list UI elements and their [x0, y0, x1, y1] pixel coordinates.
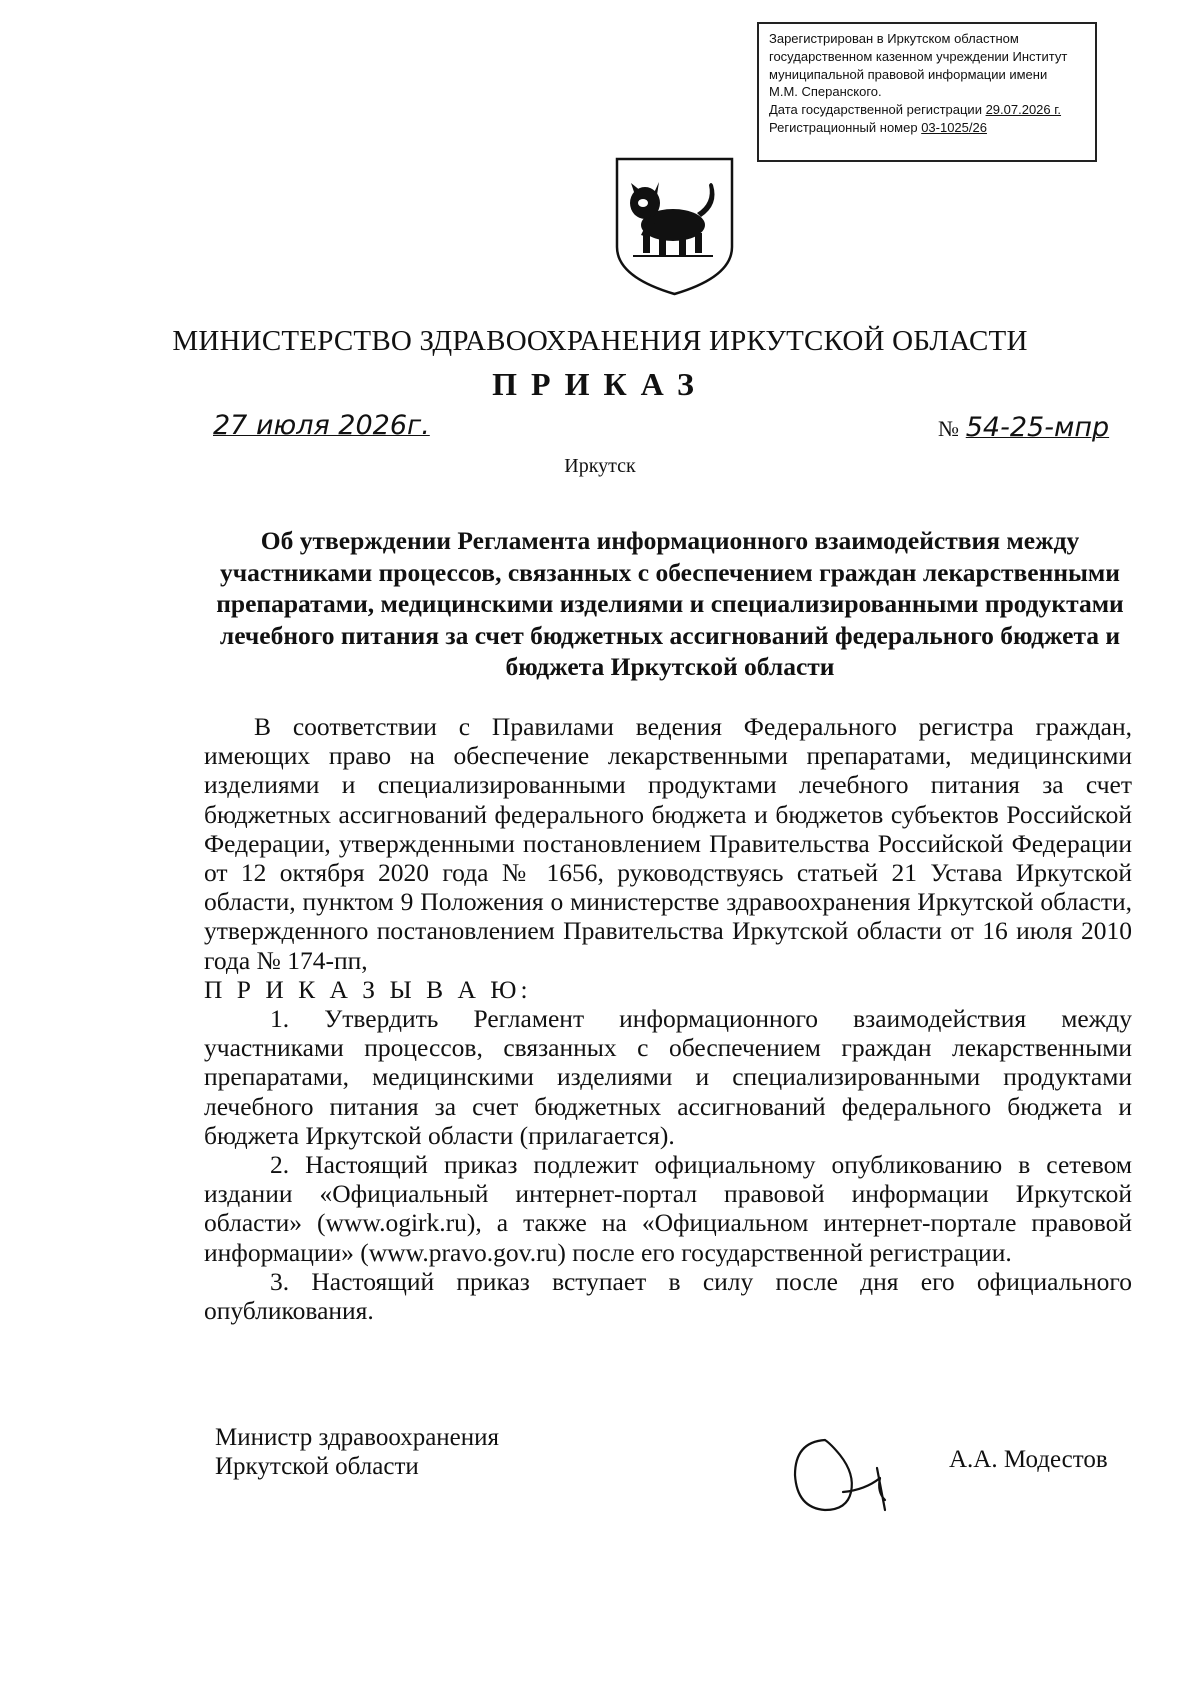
- handwritten-signature-icon: [785, 1430, 900, 1520]
- document-type: ПРИКАЗ: [492, 366, 708, 402]
- item-3-paragraph: 3. Настоящий приказ вступает в силу после дня его официального опубликования.: [204, 1266, 1132, 1326]
- position-line-1: Министр здравоохранения: [215, 1424, 500, 1451]
- registration-stamp: [757, 22, 1097, 162]
- item-2-paragraph: 2. Настоящий приказ подлежит официальному опубликованию в сетевом издании «Официальный интернет-портал правовой информации Иркутской области» (www.ogirk.ru), а также на «Официальном интернет-портале правовой информации» (www.pravo.gov.ru) после его государственной регистрации.: [204, 1150, 1132, 1267]
- stamp-date-label: Дата государственной регистрации: [769, 102, 986, 118]
- city: Иркутск: [564, 455, 636, 477]
- signatory-name: А.А. Модестов: [949, 1446, 1108, 1473]
- preamble-paragraph: В соответствии с Правилами ведения Федерального регистра граждан, имеющих право на обеспечение лекарственными препаратами, медицинскими изделиями и специализированными продуктами лечебного питания за счет бюджетных ассигнований федерального бюджета и бюджетов субъектов Российской Федерации, утвержденными постановлением Правительства Российской Федерации от 12 октября 2020 года № 1656, руководствуясь статьей 21 Устава Иркутской области, пунктом 9 Положения о министерстве здравоохранения Иркутской области, утвержденного постановлением Правительства Иркутской области от 16 июля 2010 года № 174-пп,: [204, 712, 1132, 975]
- stamp-line-4: М.М. Сперанского.: [769, 84, 882, 100]
- position-line-2: Иркутской области: [215, 1453, 419, 1480]
- document-title: Об утверждении Регламента информационного взаимодействия между участниками процессов, связанных с обеспечением граждан лекарственными препаратами, медицинскими изделиями и специализированными продуктами лечебного питания за счет бюджетных ассигнований федерального бюджета и бюджета Иркутской области: [216, 526, 1124, 681]
- signatory-position: [215, 1423, 499, 1481]
- stamp-number-label: Регистрационный номер: [769, 119, 922, 135]
- order-word: П Р И К А З Ы В А Ю:: [204, 974, 532, 1004]
- number-sign: №: [938, 416, 959, 441]
- stamp-line-3: муниципальной правовой информации имени: [769, 66, 1048, 82]
- stamp-number-value: 03-1025/26: [921, 119, 987, 135]
- stamp-number-row: [769, 119, 1085, 137]
- stamp-date-value: 29.07.2026 г.: [985, 102, 1062, 118]
- item-1-paragraph: 1. Утвердить Регламент информационного взаимодействия между участниками процессов, связанных с обеспечением граждан лекарственными препаратами, медицинскими изделиями и специализированными продуктами лечебного питания за счет бюджетных ассигнований федерального бюджета и бюджета Иркутской области (прилагается).: [204, 1004, 1132, 1150]
- stamp-line-1: Зарегистрирован в Иркутском областном: [769, 31, 1019, 46]
- handwritten-number: 54-25-мпр: [965, 412, 1110, 443]
- stamp-line-2: государственном казенном учреждении Институт: [769, 48, 1068, 64]
- handwritten-date: 27 июля 2026г.: [213, 410, 430, 441]
- ministry-name: МИНИСТЕРСТВО ЗДРАВООХРАНЕНИЯ ИРКУТСКОЙ ОБЛАСТИ: [172, 325, 1028, 357]
- document-body: [204, 712, 1132, 1325]
- stamp-date-row: [769, 101, 1085, 119]
- document-number: [938, 412, 1109, 443]
- coat-of-arms-icon: [613, 155, 736, 298]
